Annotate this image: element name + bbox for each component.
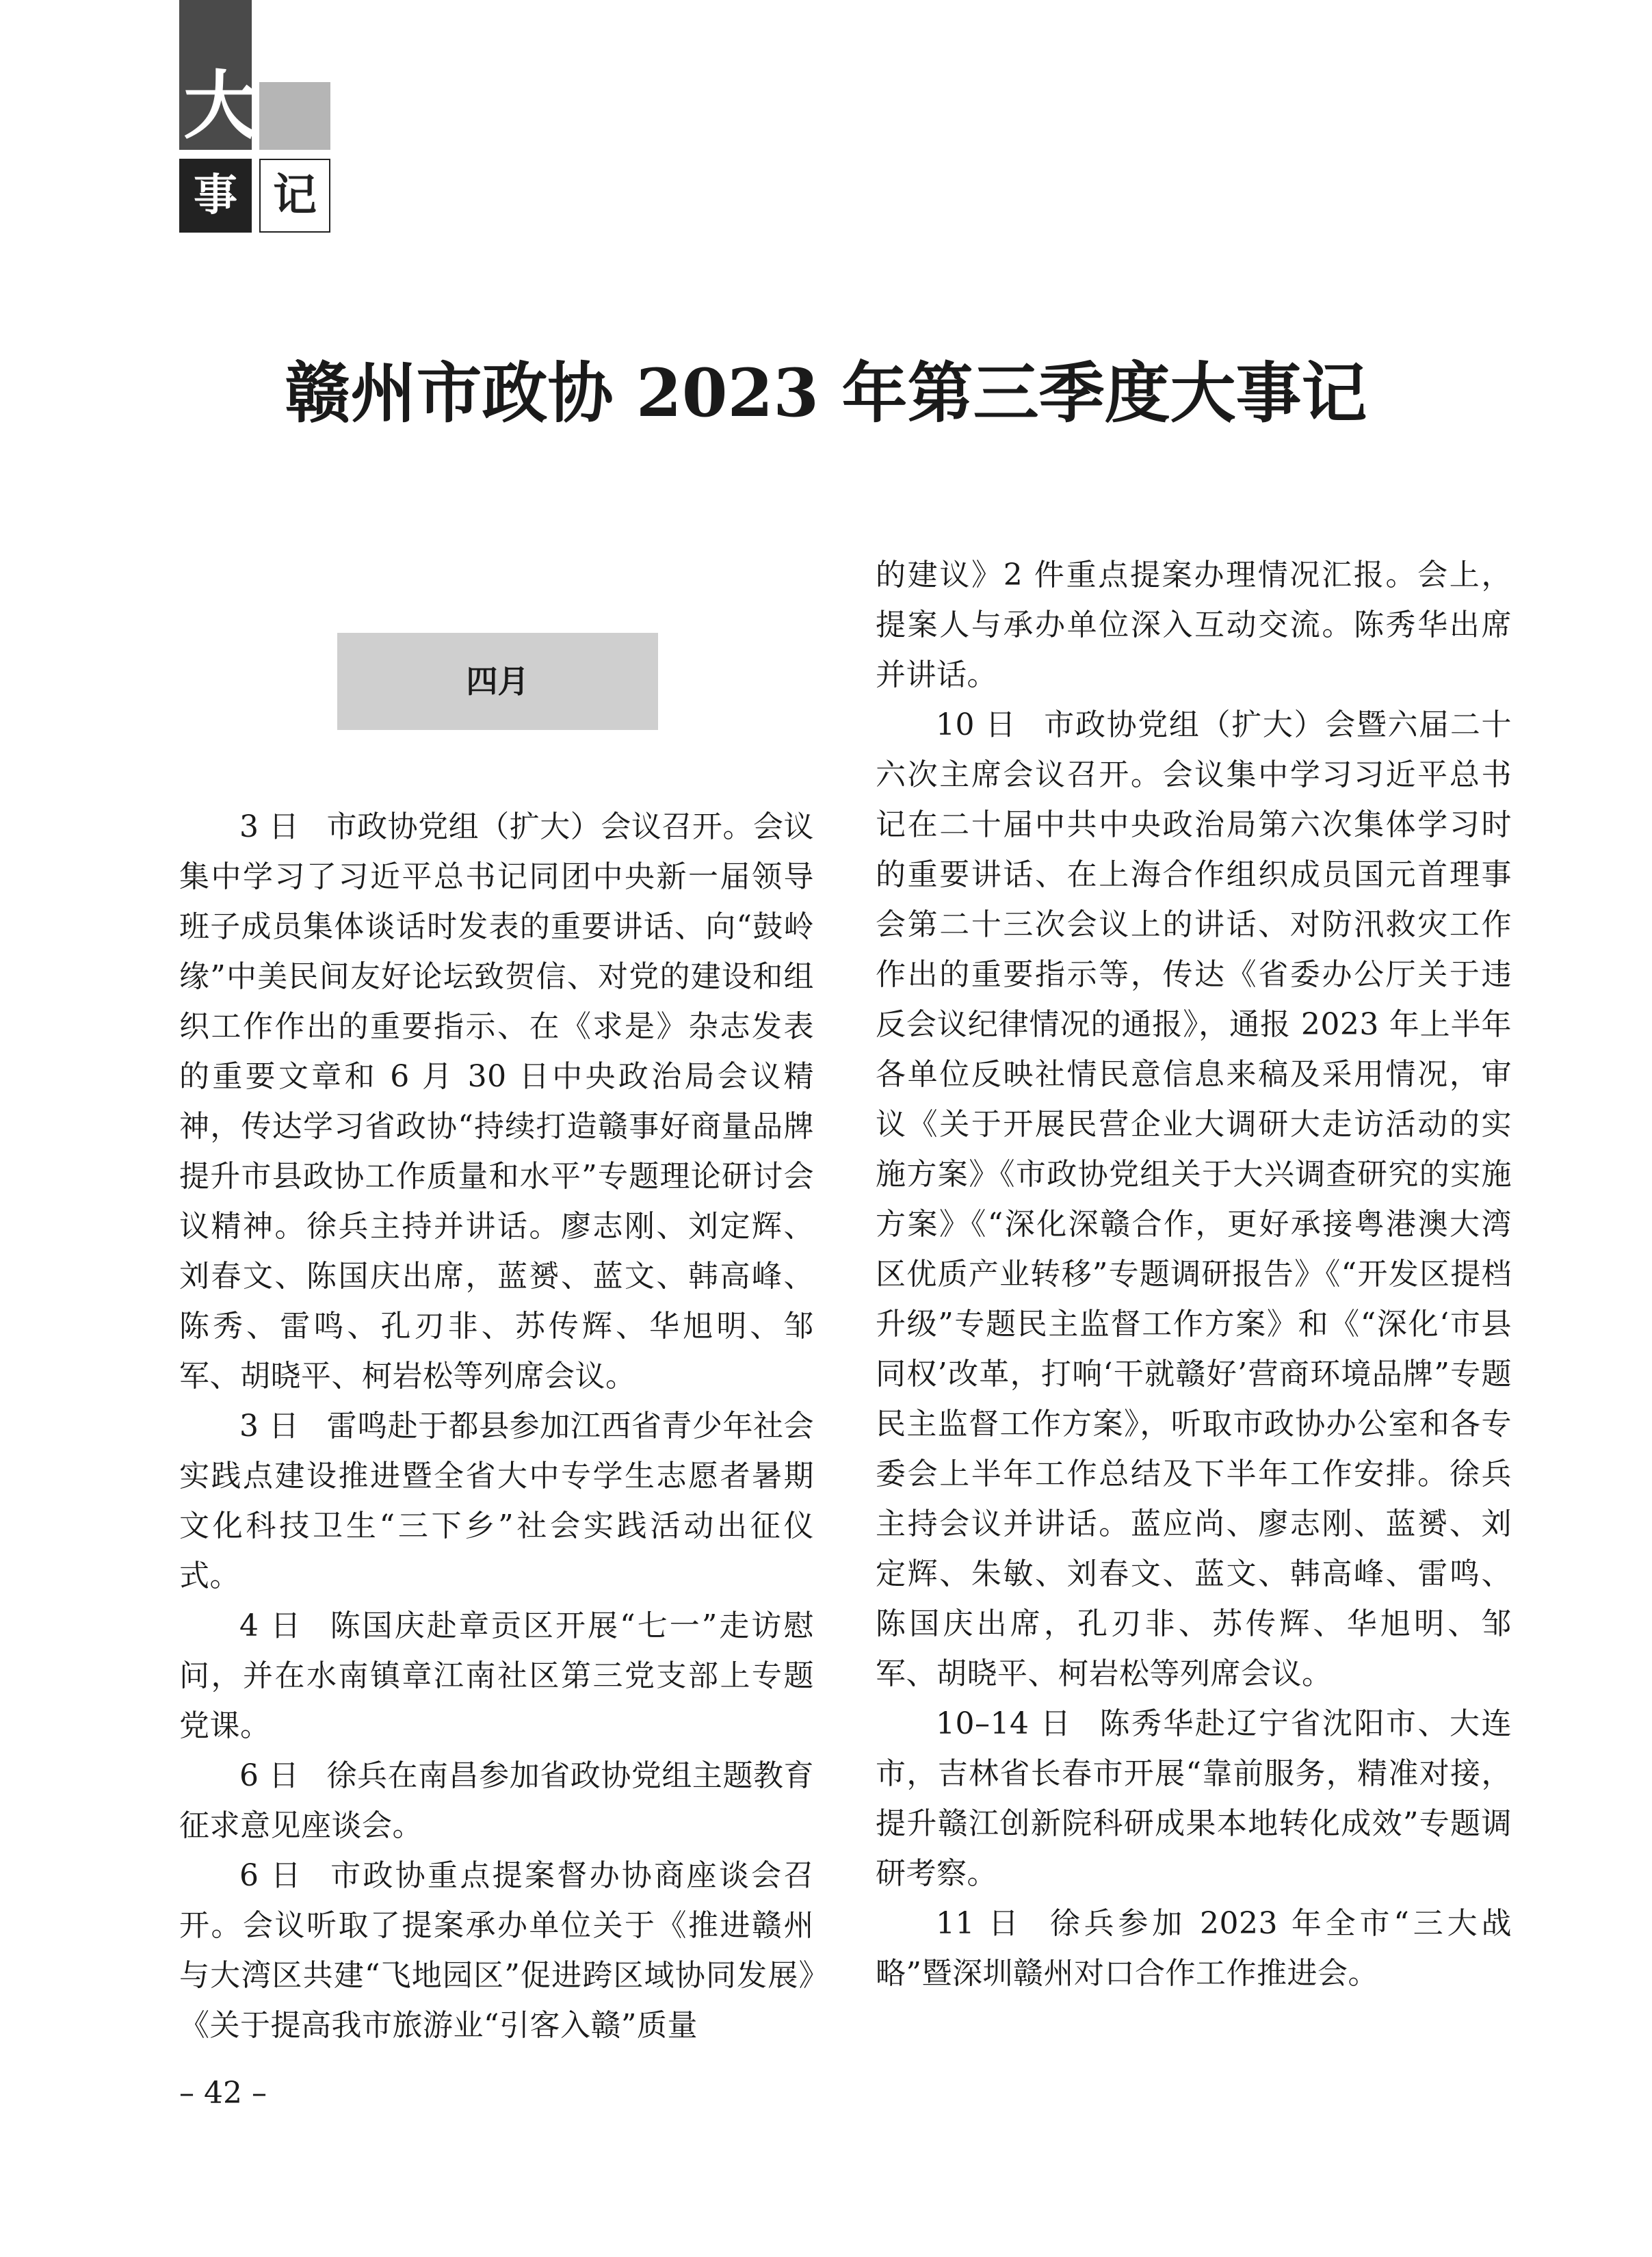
event-text: 市政协党组（扩大）会暨六届二十六次主席会议召开。会议集中学习习近平总书记在二十届中共中央政治局第六次集体学习时的重要讲话、在上海合作组织成员国元首理事会第二十三次会议上的讲话、对防汛救灾工作作出的重要指示等，传达《省委办公厅关于违反会议纪律情况的通报》，通报 2023 年上半年各单位反映社情民意信息来稿及采用情况，审议《关于开展民营企业大调研大走访活动的实施方案》《市政协党组关于大兴调查研究的实施方案》《“深化深赣合作，更好承接粤港澳大湾区优质产业转移”专题调研报告》《“开发区提档升级”专题民主监督工作方案》和《“深化‘市县同权’改革，打响‘干就赣好’营商环境品牌”专题民主监督工作方案》，听取市政协办公室和各专委会上半年工作总结及下半年工作安排。徐兵主持会议并讲话。蓝应尚、廖志刚、蓝赟、刘定辉、朱敏、刘春文、蓝文、韩高峰、雷鸣、陈国庆出席，孔刃非、苏传辉、华旭明、邹军、胡晓平、柯岩松等列席会议。	[876, 707, 1512, 1691]
month-label: 四月	[337, 633, 658, 730]
event-text: 市政协重点提案督办协商座谈会召开。会议听取了提案承办单位关于《推进赣州与大湾区共建“飞地园区”促进跨区域协同发展》《关于提高我市旅游业“引客入赣”质量	[179, 1858, 814, 2043]
right-column	[876, 550, 1512, 1998]
page-title: 赣州市政协 2023 年第三季度大事记	[285, 354, 1367, 432]
event-date: 3 日	[239, 1409, 300, 1444]
event-text: 徐兵参加 2023 年全市“三大战略”暨深圳赣州对口合作工作推进会。	[876, 1906, 1512, 1991]
left-column	[179, 802, 814, 2050]
event-continuation: 的建议》2 件重点提案办理情况汇报。会上，提案人与承办单位深入互动交流。陈秀华出席并讲话。	[876, 558, 1512, 692]
event-entry	[179, 1851, 814, 2050]
event-text: 雷鸣赴于都县参加江西省青少年社会实践点建设推进暨全省大中专学生志愿者暑期文化科技卫生“三下乡”社会实践活动出征仪式。	[179, 1409, 815, 1593]
logo-char-shi: 事	[179, 159, 252, 233]
event-entry	[876, 1699, 1512, 1899]
event-text: 陈国庆赴章贡区开展“七一”走访慰问，并在水南镇章江南社区第三党支部上专题党课。	[179, 1608, 814, 1743]
event-date: 10–14 日	[936, 1706, 1073, 1741]
event-date: 4 日	[239, 1608, 303, 1643]
page-number: – 42 –	[179, 2076, 267, 2111]
event-entry	[179, 1401, 814, 1601]
event-date: 11 日	[936, 1906, 1023, 1941]
logo-grey-block	[259, 82, 330, 150]
event-text: 陈秀华赴辽宁省沈阳市、大连市，吉林省长春市开展“靠前服务，精准对接，提升赣江创新院科研成果本地转化成效”专题调研考察。	[876, 1706, 1512, 1891]
section-logo	[179, 0, 331, 235]
event-entry	[179, 1751, 814, 1851]
event-entry	[179, 802, 814, 1401]
event-entry	[876, 1899, 1512, 1998]
event-entry	[179, 1601, 814, 1751]
event-text: 市政协党组（扩大）会议召开。会议集中学习了习近平总书记同团中央新一届领导班子成员集体谈话时发表的重要讲话、向“鼓岭缘”中美民间友好论坛致贺信、对党的建设和组织工作作出的重要指示、在《求是》杂志发表的重要文章和 6 月 30 日中央政治局会议精神，传达学习省政协“持续打造赣事好商量品牌提升市县政协工作质量和水平”专题理论研讨会议精神。徐兵主持并讲话。廖志刚、刘定辉、刘春文、陈国庆出席，蓝赟、蓝文、韩高峰、陈秀、雷鸣、孔刃非、苏传辉、华旭明、邹军、胡晓平、柯岩松等列席会议。	[179, 809, 815, 1394]
event-entry	[876, 700, 1512, 1699]
event-date: 3 日	[239, 809, 300, 844]
event-text: 徐兵在南昌参加省政协党组主题教育征求意见座谈会。	[179, 1758, 815, 1843]
event-date: 10 日	[936, 707, 1017, 742]
logo-char-ji: 记	[259, 159, 330, 233]
logo-char-da: 大	[183, 64, 258, 149]
event-date: 6 日	[239, 1758, 300, 1793]
event-date: 6 日	[239, 1858, 304, 1893]
